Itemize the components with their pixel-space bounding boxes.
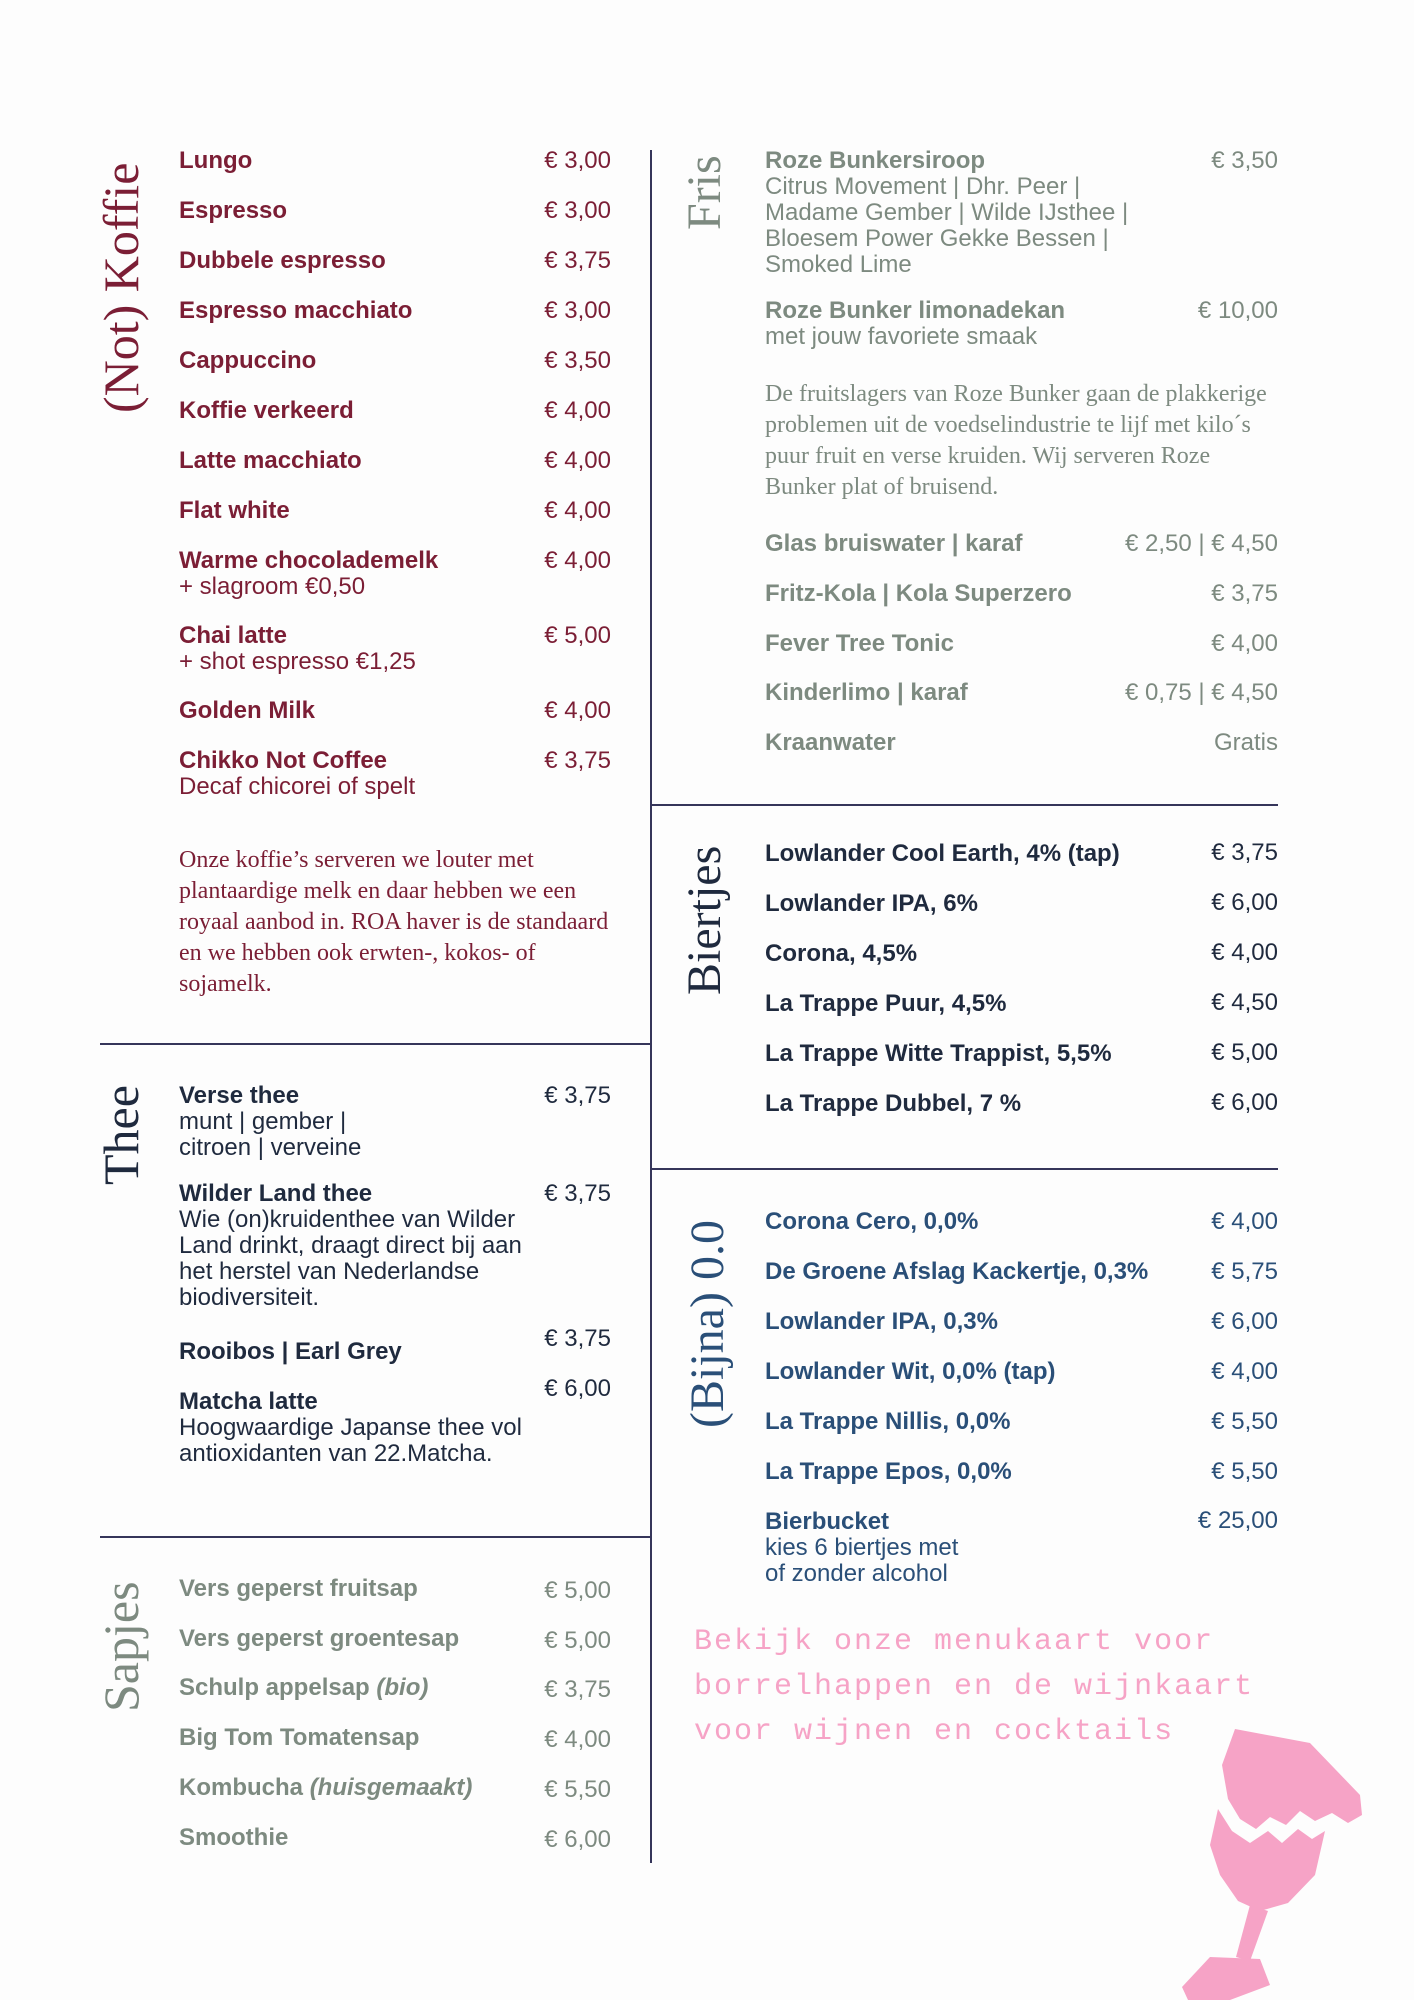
item-price: € 4,00 [1211,1208,1278,1235]
menu-item [179,148,252,174]
item-name: Koffie verkeerd [179,397,354,424]
item-name: Espresso macchiato [179,297,413,324]
item-name: Vers geperst groentesap [179,1625,460,1652]
item-price: € 3,75 [544,1180,611,1207]
item-price: € 3,50 [1211,147,1278,174]
menu-item [179,1775,472,1801]
menu-item [765,1359,1055,1385]
item-description: Citrus Movement | Dhr. Peer | Madame Gember | Wilde IJsthee | Bloesem Power Gekke Bessen | Smoked Lime [765,173,1129,278]
menu-item [765,298,1065,350]
menu-item [765,891,978,917]
glass-stem [1236,1905,1268,1961]
menu-item [179,448,362,474]
item-price: € 6,00 [544,1375,611,1402]
item-price: € 6,00 [544,1826,611,1853]
item-name: Flat white [179,497,290,524]
item-price: € 4,00 [1211,939,1278,966]
item-price: € 4,00 [544,447,611,474]
item-price: € 0,75 | € 4,50 [1124,679,1278,706]
item-price: € 4,00 [544,697,611,724]
item-price: € 3,00 [544,147,611,174]
koffie-thee-divider [100,1043,651,1045]
menu-item [765,1259,1148,1285]
item-name: Roze Bunker limonadekan [765,297,1066,324]
item-price: € 6,00 [1211,1089,1278,1116]
item-price: € 3,75 [544,747,611,774]
menu-item [765,1091,1021,1117]
item-name: La Trappe Nillis, 0,0% [765,1408,1011,1435]
item-name: Big Tom Tomatensap [179,1724,420,1751]
item-name: Rooibos | Earl Grey [179,1338,402,1365]
item-name: La Trappe Witte Trappist, 5,5% [765,1040,1112,1067]
item-price: € 4,00 [544,497,611,524]
item-price: € 4,00 [544,397,611,424]
item-name: Cappuccino [179,347,317,374]
item-description: + shot espresso €1,25 [179,648,416,675]
menu-item [765,991,1006,1017]
item-price: € 3,75 [544,1325,611,1352]
thee-sapjes-divider [100,1536,651,1538]
item-description: Hoogwaardige Japanse thee vol antioxidanten van 22.Matcha. [179,1414,522,1467]
item-price: € 25,00 [1197,1507,1278,1534]
fris-note: De fruitslagers van Roze Bunker gaan de plakkerige problemen uit de voedselindustrie te lijf met kilo´s puur fruit en verse kruiden. Wij serveren Roze Bunker plat of bruisend. [765,381,1267,500]
biertjes-nul-divider [650,1168,1278,1170]
menu-item [765,1041,1112,1067]
item-name: Kombucha (huisgemaakt) [179,1774,473,1801]
menu-item [179,1825,288,1851]
item-description: + slagroom €0,50 [179,573,366,600]
item-price: € 6,00 [1211,889,1278,916]
item-name: Roze Bunkersiroop [765,147,986,174]
menu-item [179,1083,519,1161]
footer-note-line: Bekijk onze menukaart voor [694,1625,1215,1659]
menu-item [765,1309,998,1335]
item-price: € 2,50 | € 4,50 [1124,530,1278,557]
item-name: Bierbucket [765,1508,890,1535]
item-price: € 6,00 [1211,1308,1278,1335]
footer-note-line: borrelhappen en de wijnkaart [694,1670,1255,1704]
item-name: Smoothie [179,1824,289,1851]
item-name: Schulp appelsap (bio) [179,1674,429,1701]
menu-item [179,198,287,224]
section-title-koffie: (Not) Koffie [93,162,149,413]
glass-foot [1182,1957,1270,2000]
column-divider [650,150,652,1863]
item-name: Vers geperst fruitsap [179,1575,418,1602]
fris-biertjes-divider [650,804,1278,806]
menu-item [179,248,386,274]
menu-item [179,1181,529,1311]
item-price: € 4,00 [1211,630,1278,657]
item-name: Lowlander Cool Earth, 4% (tap) [765,840,1120,867]
item-price: € 3,75 [544,1676,611,1703]
item-name: De Groene Afslag Kackertje, 0,3% [765,1258,1149,1285]
item-name: Verse thee [179,1082,300,1109]
item-price: € 3,75 [1211,839,1278,866]
item-name: Lowlander IPA, 6% [765,890,978,917]
item-name: Fritz-Kola | Kola Superzero [765,580,1072,607]
item-name: Espresso [179,197,288,224]
item-name: Chai latte [179,622,288,649]
menu-item [765,941,917,967]
item-price: € 4,00 [1211,1358,1278,1385]
glass-bowl-upper [1222,1729,1362,1829]
item-name: Kinderlimo | karaf [765,679,968,706]
item-name: Warme chocolademelk [179,547,439,574]
menu-item [179,623,416,675]
menu-item [179,1576,418,1602]
item-price: € 3,75 [1211,580,1278,607]
item-name: La Trappe Epos, 0,0% [765,1458,1012,1485]
item-price: € 4,50 [1211,989,1278,1016]
item-price: Gratis [1213,729,1278,756]
item-name: Golden Milk [179,697,316,724]
item-name: Chikko Not Coffee [179,747,388,774]
menu-item [765,148,1175,278]
item-price: € 5,00 [544,1577,611,1604]
menu-item [179,548,438,600]
menu-item [179,748,415,800]
section-title-bijna-nul: (Bijna) 0.0 [681,1220,734,1428]
item-description: munt | gember | citroen | verveine [179,1108,362,1161]
item-price: € 10,00 [1197,297,1278,324]
item-price: € 3,75 [544,247,611,274]
item-price: € 4,00 [544,547,611,574]
menu-item [765,841,1120,867]
menu-item [179,1725,419,1751]
footer-note-line: voor wijnen en cocktails [694,1715,1175,1749]
menu-item [179,298,412,324]
item-price: € 5,00 [1211,1039,1278,1066]
item-name: Dubbele espresso [179,247,386,274]
menu-item [765,631,954,657]
section-title-fris: Fris [678,155,731,230]
menu-item [765,581,1072,607]
menu-item [179,1626,459,1652]
item-description: Decaf chicorei of spelt [179,773,416,800]
menu-item [765,1509,985,1587]
menu-item [765,1459,1012,1485]
item-description: met jouw favoriete smaak [765,323,1038,350]
menu-item [179,1339,402,1365]
broken-glass-illustration [1110,1725,1380,2000]
item-description: Wie (on)kruidenthee van Wilder Land drinkt, draagt direct bij aan het herstel van Nederlandse biodiversiteit. [179,1206,522,1311]
item-price: € 5,75 [1211,1258,1278,1285]
item-name: Lowlander IPA, 0,3% [765,1308,998,1335]
item-name: Wilder Land thee [179,1180,373,1207]
menu-item [765,531,1023,557]
item-description: kies 6 biertjes met of zonder alcohol [765,1534,959,1587]
item-price: € 5,00 [544,1627,611,1654]
item-name: Latte macchiato [179,447,362,474]
item-name: Lowlander Wit, 0,0% (tap) [765,1358,1056,1385]
glass-bowl-lower [1210,1809,1325,1911]
item-name: Kraanwater [765,729,896,756]
item-price: € 5,50 [1211,1408,1278,1435]
item-name: La Trappe Dubbel, 7 % [765,1090,1022,1117]
menu-item [765,680,968,706]
section-title-thee: Thee [93,1085,149,1185]
menu-item [179,348,316,374]
item-name: Corona, 4,5% [765,940,918,967]
item-price: € 5,50 [1211,1458,1278,1485]
menu-item [179,1675,428,1701]
item-price: € 3,75 [544,1082,611,1109]
item-name: Glas bruiswater | karaf [765,530,1023,557]
item-name: Matcha latte [179,1388,318,1415]
menu-item [179,698,315,724]
menu-item [179,498,290,524]
section-title-sapjes: Sapjes [93,1581,149,1712]
item-price: € 3,00 [544,197,611,224]
menu-item [179,1389,529,1467]
item-price: € 3,50 [544,347,611,374]
menu-item [765,1209,978,1235]
item-name: La Trappe Puur, 4,5% [765,990,1007,1017]
item-price: € 5,00 [544,622,611,649]
koffie-note: Onze koffie’s serveren we louter met plantaardige melk en daar hebben we een royaal aanbod in. ROA haver is de standaard en we hebben ook erwten-, kokos- of sojamelk. [179,847,609,997]
menu-item [765,730,896,756]
section-title-biertjes: Biertjes [678,845,731,995]
item-name: Corona Cero, 0,0% [765,1208,979,1235]
item-price: € 4,00 [544,1726,611,1753]
item-name: Fever Tree Tonic [765,630,954,657]
menu-item [179,398,354,424]
item-price: € 3,00 [544,297,611,324]
item-name: Lungo [179,147,253,174]
menu-item [765,1409,1010,1435]
item-price: € 5,50 [544,1776,611,1803]
